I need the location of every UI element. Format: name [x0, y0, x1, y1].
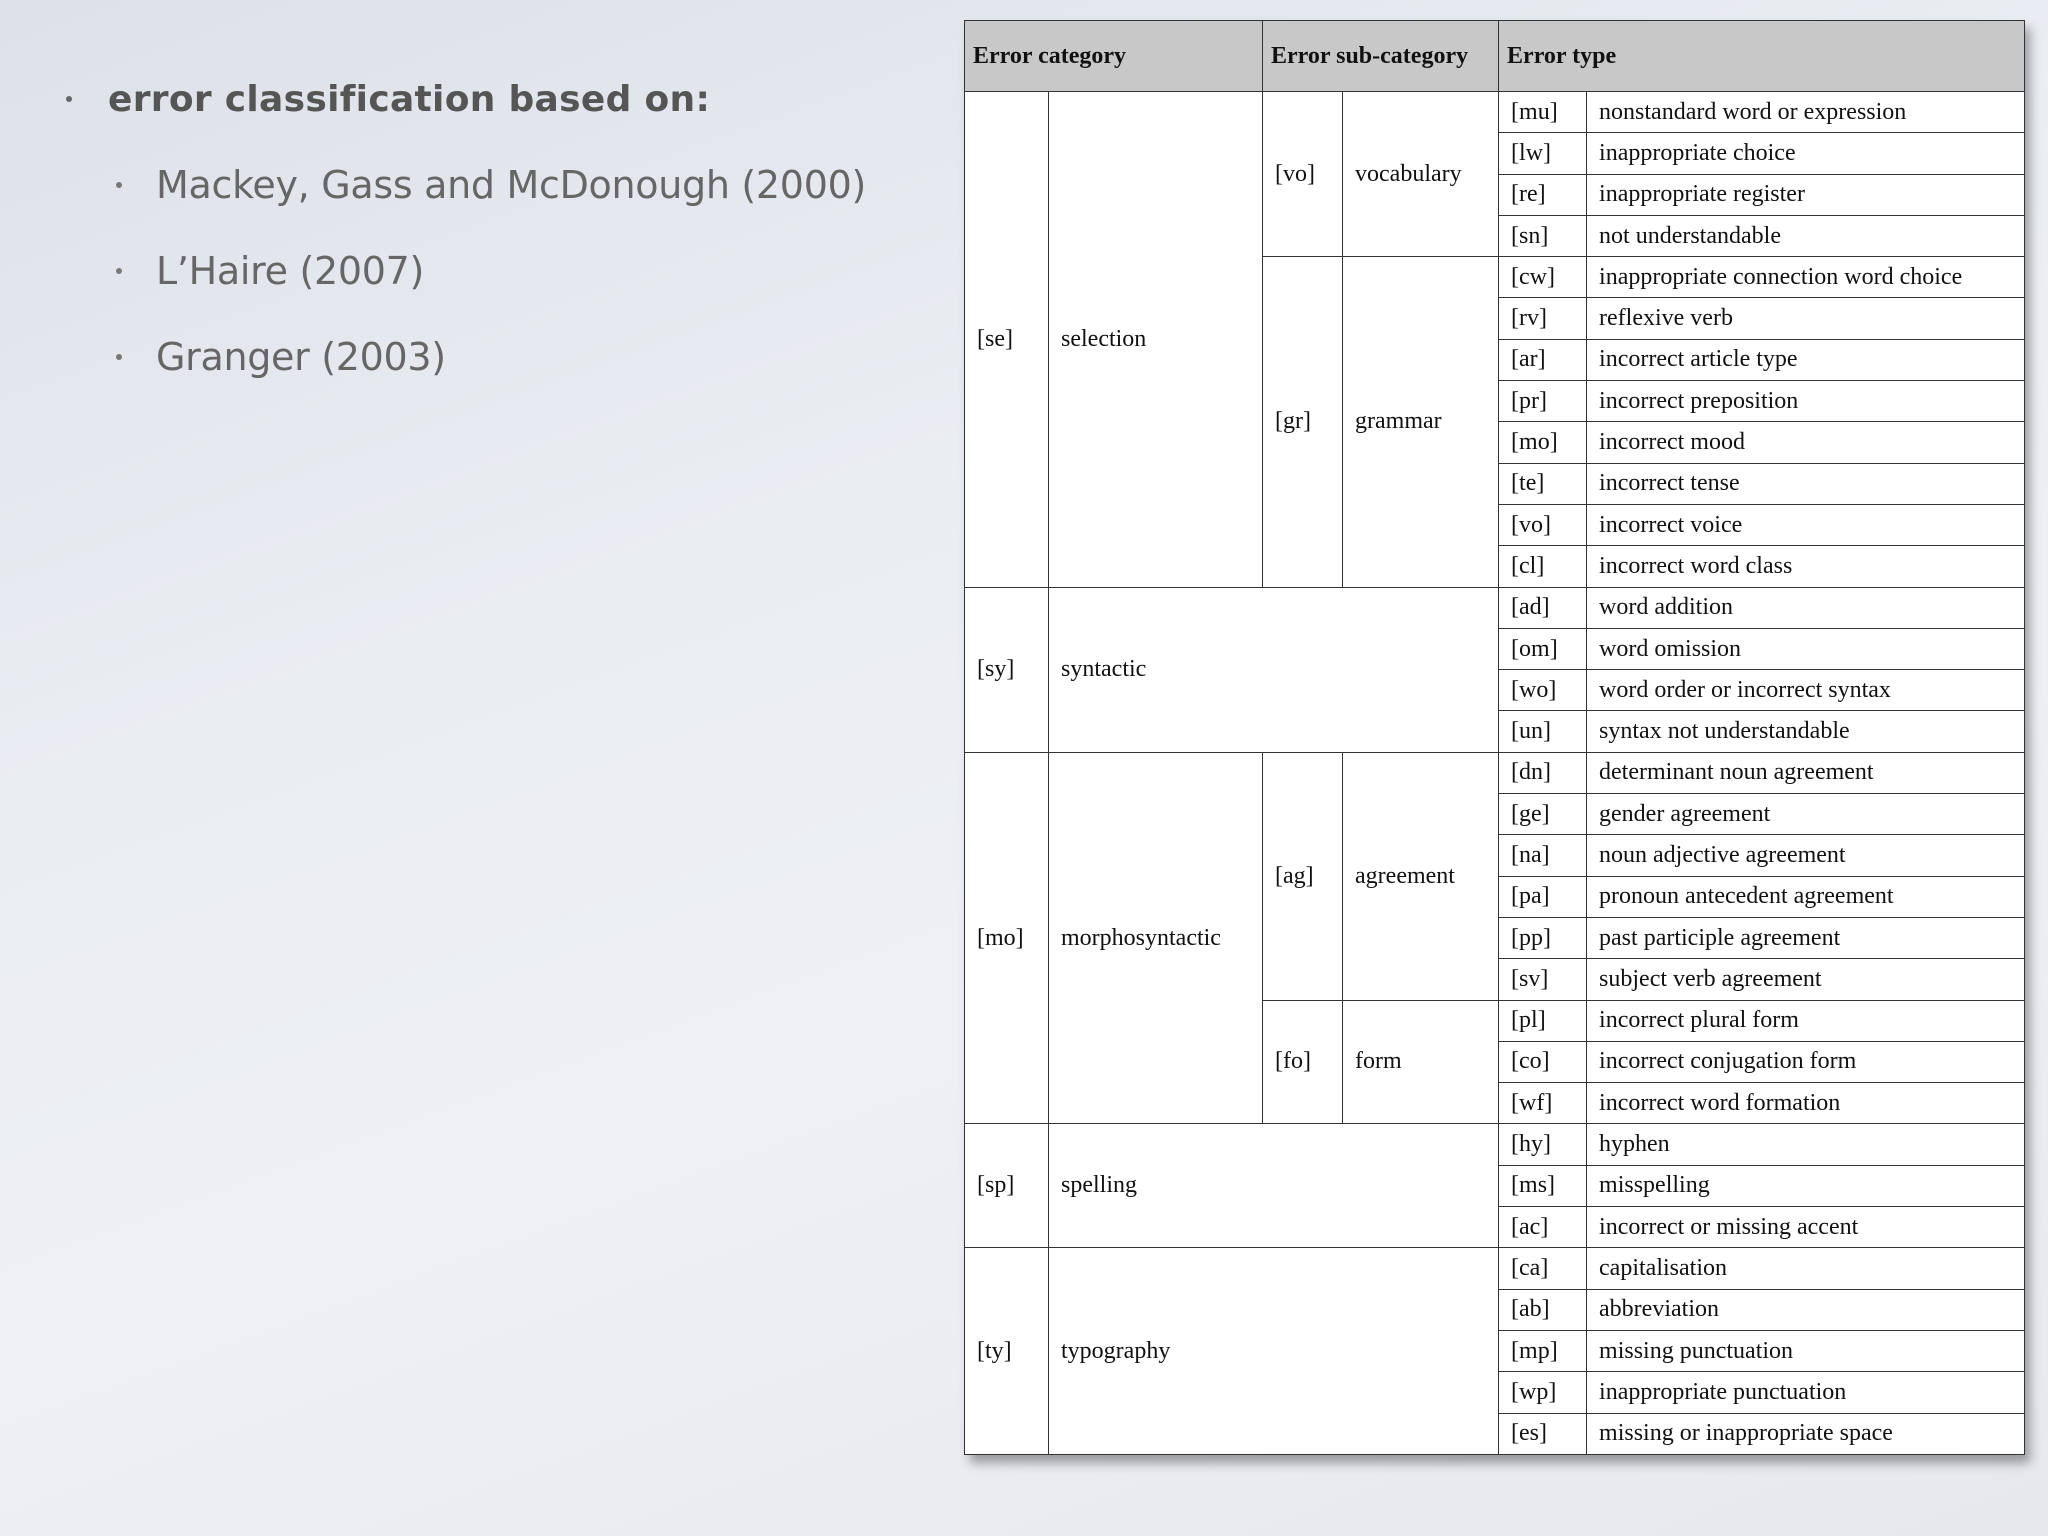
type-code: [ad]: [1499, 587, 1587, 628]
header-error-category: Error category: [965, 21, 1263, 92]
type-label: incorrect conjugation form: [1587, 1041, 2025, 1082]
table-row: [965, 92, 2025, 133]
main-bullet-text: error classification based on:: [108, 78, 711, 120]
type-label: inappropriate punctuation: [1587, 1372, 2025, 1413]
type-label: gender agreement: [1587, 794, 2025, 835]
type-label: subject verb agreement: [1587, 959, 2025, 1000]
type-code: [un]: [1499, 711, 1587, 752]
type-code: [lw]: [1499, 133, 1587, 174]
type-label: inappropriate register: [1587, 174, 2025, 215]
category-label: spelling: [1049, 1124, 1499, 1248]
category-code: [sy]: [965, 587, 1049, 752]
type-label: nonstandard word or expression: [1587, 92, 2025, 133]
category-label: syntactic: [1049, 587, 1499, 752]
type-code: [sv]: [1499, 959, 1587, 1000]
type-code: [mp]: [1499, 1330, 1587, 1371]
bullet-dot: [116, 268, 122, 274]
type-code: [wo]: [1499, 670, 1587, 711]
type-code: [ge]: [1499, 794, 1587, 835]
category-label: typography: [1049, 1248, 1499, 1454]
type-label: missing punctuation: [1587, 1330, 2025, 1371]
subcategory-code: [ag]: [1263, 752, 1343, 1000]
subcategory-label: form: [1343, 1000, 1499, 1124]
type-label: capitalisation: [1587, 1248, 2025, 1289]
type-label: incorrect word formation: [1587, 1083, 2025, 1124]
type-code: [te]: [1499, 463, 1587, 504]
type-code: [re]: [1499, 174, 1587, 215]
type-code: [es]: [1499, 1413, 1587, 1454]
category-label: morphosyntactic: [1049, 752, 1263, 1124]
type-label: not understandable: [1587, 215, 2025, 256]
bullet-dot: [116, 182, 122, 188]
table-row: [965, 752, 2025, 793]
type-code: [ac]: [1499, 1207, 1587, 1248]
header-error-type: Error type: [1499, 21, 2025, 92]
type-code: [ab]: [1499, 1289, 1587, 1330]
type-label: incorrect article type: [1587, 339, 2025, 380]
type-code: [ar]: [1499, 339, 1587, 380]
type-code: [ms]: [1499, 1165, 1587, 1206]
type-label: noun adjective agreement: [1587, 835, 2025, 876]
type-label: incorrect tense: [1587, 463, 2025, 504]
type-code: [pr]: [1499, 381, 1587, 422]
type-code: [pp]: [1499, 917, 1587, 958]
type-label: word addition: [1587, 587, 2025, 628]
type-label: incorrect preposition: [1587, 381, 2025, 422]
table-row: [965, 1248, 2025, 1289]
sub-bullet-text: L’Haire (2007): [156, 249, 425, 293]
type-label: pronoun antecedent agreement: [1587, 876, 2025, 917]
type-code: [pl]: [1499, 1000, 1587, 1041]
type-code: [hy]: [1499, 1124, 1587, 1165]
main-bullet: [66, 66, 866, 132]
subcategory-code: [fo]: [1263, 1000, 1343, 1124]
sub-bullet: [116, 228, 866, 314]
sub-bullet-text: Granger (2003): [156, 335, 446, 379]
category-code: [mo]: [965, 752, 1049, 1124]
category-code: [ty]: [965, 1248, 1049, 1454]
type-code: [mu]: [1499, 92, 1587, 133]
type-code: [mo]: [1499, 422, 1587, 463]
type-label: missing or inappropriate space: [1587, 1413, 2025, 1454]
type-label: word omission: [1587, 628, 2025, 669]
type-code: [cw]: [1499, 257, 1587, 298]
type-code: [rv]: [1499, 298, 1587, 339]
type-code: [co]: [1499, 1041, 1587, 1082]
type-label: hyphen: [1587, 1124, 2025, 1165]
type-code: [cl]: [1499, 546, 1587, 587]
bullet-dot: [116, 354, 122, 360]
type-label: abbreviation: [1587, 1289, 2025, 1330]
bullet-list: [66, 66, 866, 400]
error-classification-table: [964, 20, 2024, 1455]
subcategory-label: agreement: [1343, 752, 1499, 1000]
type-label: incorrect mood: [1587, 422, 2025, 463]
type-code: [sn]: [1499, 215, 1587, 256]
type-code: [dn]: [1499, 752, 1587, 793]
type-code: [om]: [1499, 628, 1587, 669]
type-label: determinant noun agreement: [1587, 752, 2025, 793]
type-label: inappropriate connection word choice: [1587, 257, 2025, 298]
type-label: incorrect voice: [1587, 504, 2025, 545]
type-code: [pa]: [1499, 876, 1587, 917]
type-label: incorrect plural form: [1587, 1000, 2025, 1041]
table-row: [965, 1124, 2025, 1165]
sub-bullet-text: Mackey, Gass and McDonough (2000): [156, 163, 866, 207]
type-label: inappropriate choice: [1587, 133, 2025, 174]
subcategory-code: [gr]: [1263, 257, 1343, 587]
category-code: [se]: [965, 92, 1049, 588]
sub-bullet: [116, 314, 866, 400]
type-label: incorrect or missing accent: [1587, 1207, 2025, 1248]
type-code: [vo]: [1499, 504, 1587, 545]
type-label: syntax not understandable: [1587, 711, 2025, 752]
header-error-subcategory: Error sub-category: [1263, 21, 1499, 92]
type-label: misspelling: [1587, 1165, 2025, 1206]
type-label: incorrect word class: [1587, 546, 2025, 587]
type-code: [ca]: [1499, 1248, 1587, 1289]
category-code: [sp]: [965, 1124, 1049, 1248]
type-label: reflexive verb: [1587, 298, 2025, 339]
type-code: [wf]: [1499, 1083, 1587, 1124]
category-label: selection: [1049, 92, 1263, 588]
type-label: word order or incorrect syntax: [1587, 670, 2025, 711]
subcategory-code: [vo]: [1263, 92, 1343, 257]
type-label: past participle agreement: [1587, 917, 2025, 958]
subcategory-label: vocabulary: [1343, 92, 1499, 257]
table-header-row: [965, 21, 2025, 92]
sub-bullet: [116, 142, 866, 228]
table-row: [965, 587, 2025, 628]
subcategory-label: grammar: [1343, 257, 1499, 587]
type-code: [wp]: [1499, 1372, 1587, 1413]
type-code: [na]: [1499, 835, 1587, 876]
bullet-dot: [66, 96, 72, 102]
